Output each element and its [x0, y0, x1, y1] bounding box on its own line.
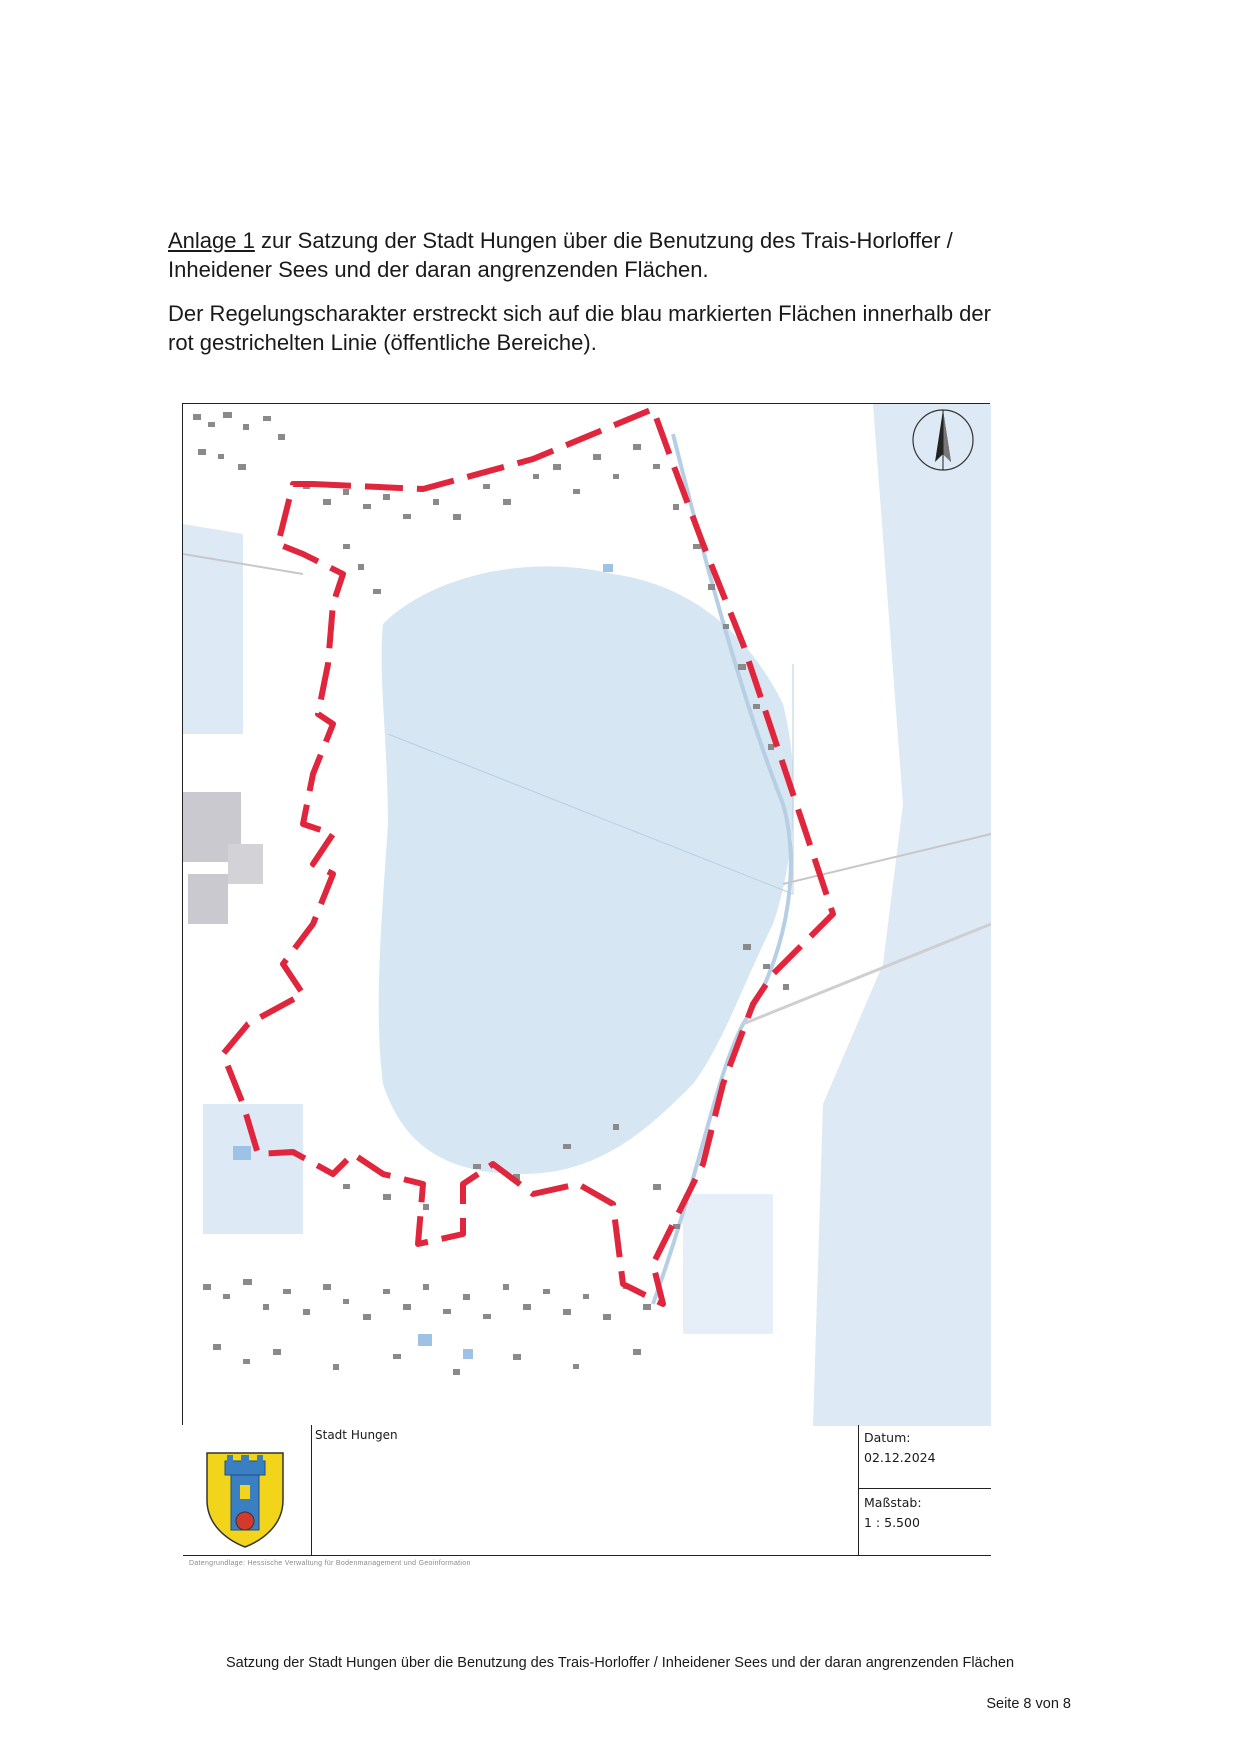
- pond-4: [603, 564, 613, 572]
- page-number: Seite 8 von 8: [986, 1696, 1071, 1712]
- logo-cell: [183, 1425, 312, 1555]
- page-footer: Satzung der Stadt Hungen über die Benutzung des Trais-Horloffer / Inheidener Sees und der daran angrenzenden Flächen: [225, 1655, 1015, 1671]
- south-field: [683, 1194, 773, 1334]
- coat-of-arms-icon: [183, 1425, 311, 1555]
- scale-label: Maßstab:: [864, 1495, 922, 1510]
- date-label: Datum:: [864, 1430, 911, 1445]
- industrial-block-3: [228, 844, 263, 884]
- scale-cell: [859, 1489, 991, 1555]
- site-map: [182, 403, 990, 1567]
- intro-line-2: Inheidener Sees und der daran angrenzenden Flächen.: [168, 257, 709, 282]
- southwest-field: [203, 1104, 303, 1234]
- date-value: 02.12.2024: [864, 1450, 936, 1465]
- scale-value: 1 : 5.500: [864, 1515, 920, 1530]
- anlage-link: Anlage 1: [168, 228, 255, 253]
- org-cell: [311, 1425, 859, 1555]
- pond-3: [463, 1349, 473, 1359]
- org-name: Stadt Hungen: [315, 1428, 398, 1442]
- data-source-note: Datengrundlage: Hessische Verwaltung für Bodenmanagement und Geoinformation: [183, 1555, 991, 1577]
- intro-line-1: Anlage 1 zur Satzung der Stadt Hungen über die Benutzung des Trais-Horloffer /: [168, 228, 953, 253]
- intro-line-3: Der Regelungscharakter erstreckt sich auf die blau markierten Flächen innerhalb der: [168, 301, 991, 326]
- industrial-block-2: [188, 874, 228, 924]
- map-drawing: [183, 404, 991, 1426]
- pond-2: [418, 1334, 432, 1346]
- intro-text: [168, 226, 1088, 357]
- intro-line-4: rot gestrichelten Linie (öffentliche Bereiche).: [168, 330, 597, 355]
- date-cell: [859, 1425, 991, 1489]
- pond-1: [233, 1146, 251, 1160]
